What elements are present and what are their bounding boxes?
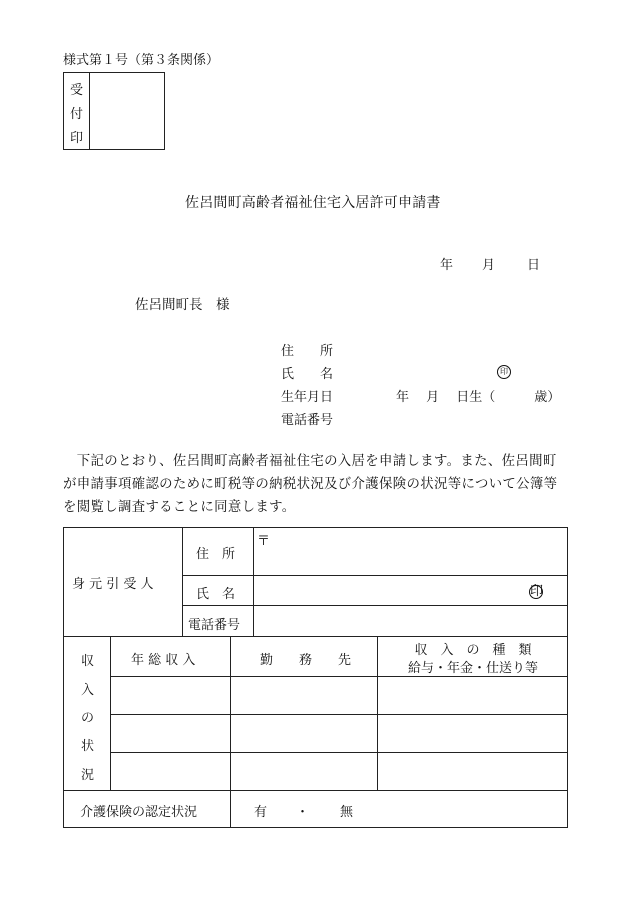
applicant-seal-icon: 印 [497,365,511,379]
stamp-label-1: 受 [69,83,83,98]
rule [110,676,567,677]
consent-paragraph: 下記のとおり、佐呂間町高齢者福祉住宅の入居を申請します。また、佐呂間町が申請事項確認のために町税等の納税状況及び介護保険の状況等について公簿等を閲覧し調査することに同意します。 [63,454,558,515]
rule [110,714,567,715]
applicant-birth-value: 年 月 日生（ 歳） [396,390,561,405]
rule [64,636,567,637]
guarantor-name-label: 氏 名 [196,587,236,602]
stamp-box-divider [89,73,90,149]
applicant-birth-label: 生年月日 [281,390,334,405]
income-side-label-5: 況 [81,768,95,783]
applicant-name-label: 氏 名 [281,367,334,382]
income-side-label-2: 入 [81,683,95,698]
col-annual-income: 年 総 収 入 [131,653,196,668]
care-option-yes: 有 [254,805,268,820]
document-title: 佐呂間町高齢者福祉住宅入居許可申請書 [185,195,441,211]
date-day: 日 [527,258,541,273]
care-option-no: 無 [340,805,354,820]
date-month: 月 [482,258,496,273]
stamp-label-2: 付 [69,107,83,122]
care-insurance-label: 介護保険の認定状況 [80,805,198,820]
addressee: 佐呂間町長 様 [135,297,230,313]
guarantor-label: 身 元 引 受 人 [72,577,154,592]
postal-mark: 〒 [257,534,271,549]
date-year: 年 [440,258,454,273]
rule [230,636,231,828]
rule [182,605,567,606]
col-income-type-line1: 収 入 の 種 類 [414,643,532,658]
applicant-phone-label: 電話番号 [281,413,334,428]
income-side-label-4: 状 [81,739,95,754]
stamp-label-3: 印 [69,131,83,146]
reception-stamp-box [63,72,165,150]
rule [182,575,567,576]
income-side-label-3: の [81,711,95,726]
form-number: 様式第１号（第３条関係） [63,53,220,68]
guarantor-seal-icon: 印 [530,584,544,599]
col-workplace: 勤 務 先 [260,653,352,668]
rule [110,636,111,790]
form-table [63,527,568,828]
applicant-address-label: 住 所 [281,344,334,359]
care-option-separator: ・ [296,805,310,820]
rule [253,528,254,636]
income-side-label-1: 収 [81,654,95,669]
guarantor-phone-label: 電話番号 [188,618,241,633]
guarantor-address-label: 住 所 [196,547,236,562]
rule [64,790,567,791]
col-income-type-line2: 給与・年金・仕送り等 [407,661,538,676]
rule [110,752,567,753]
rule [182,528,183,636]
